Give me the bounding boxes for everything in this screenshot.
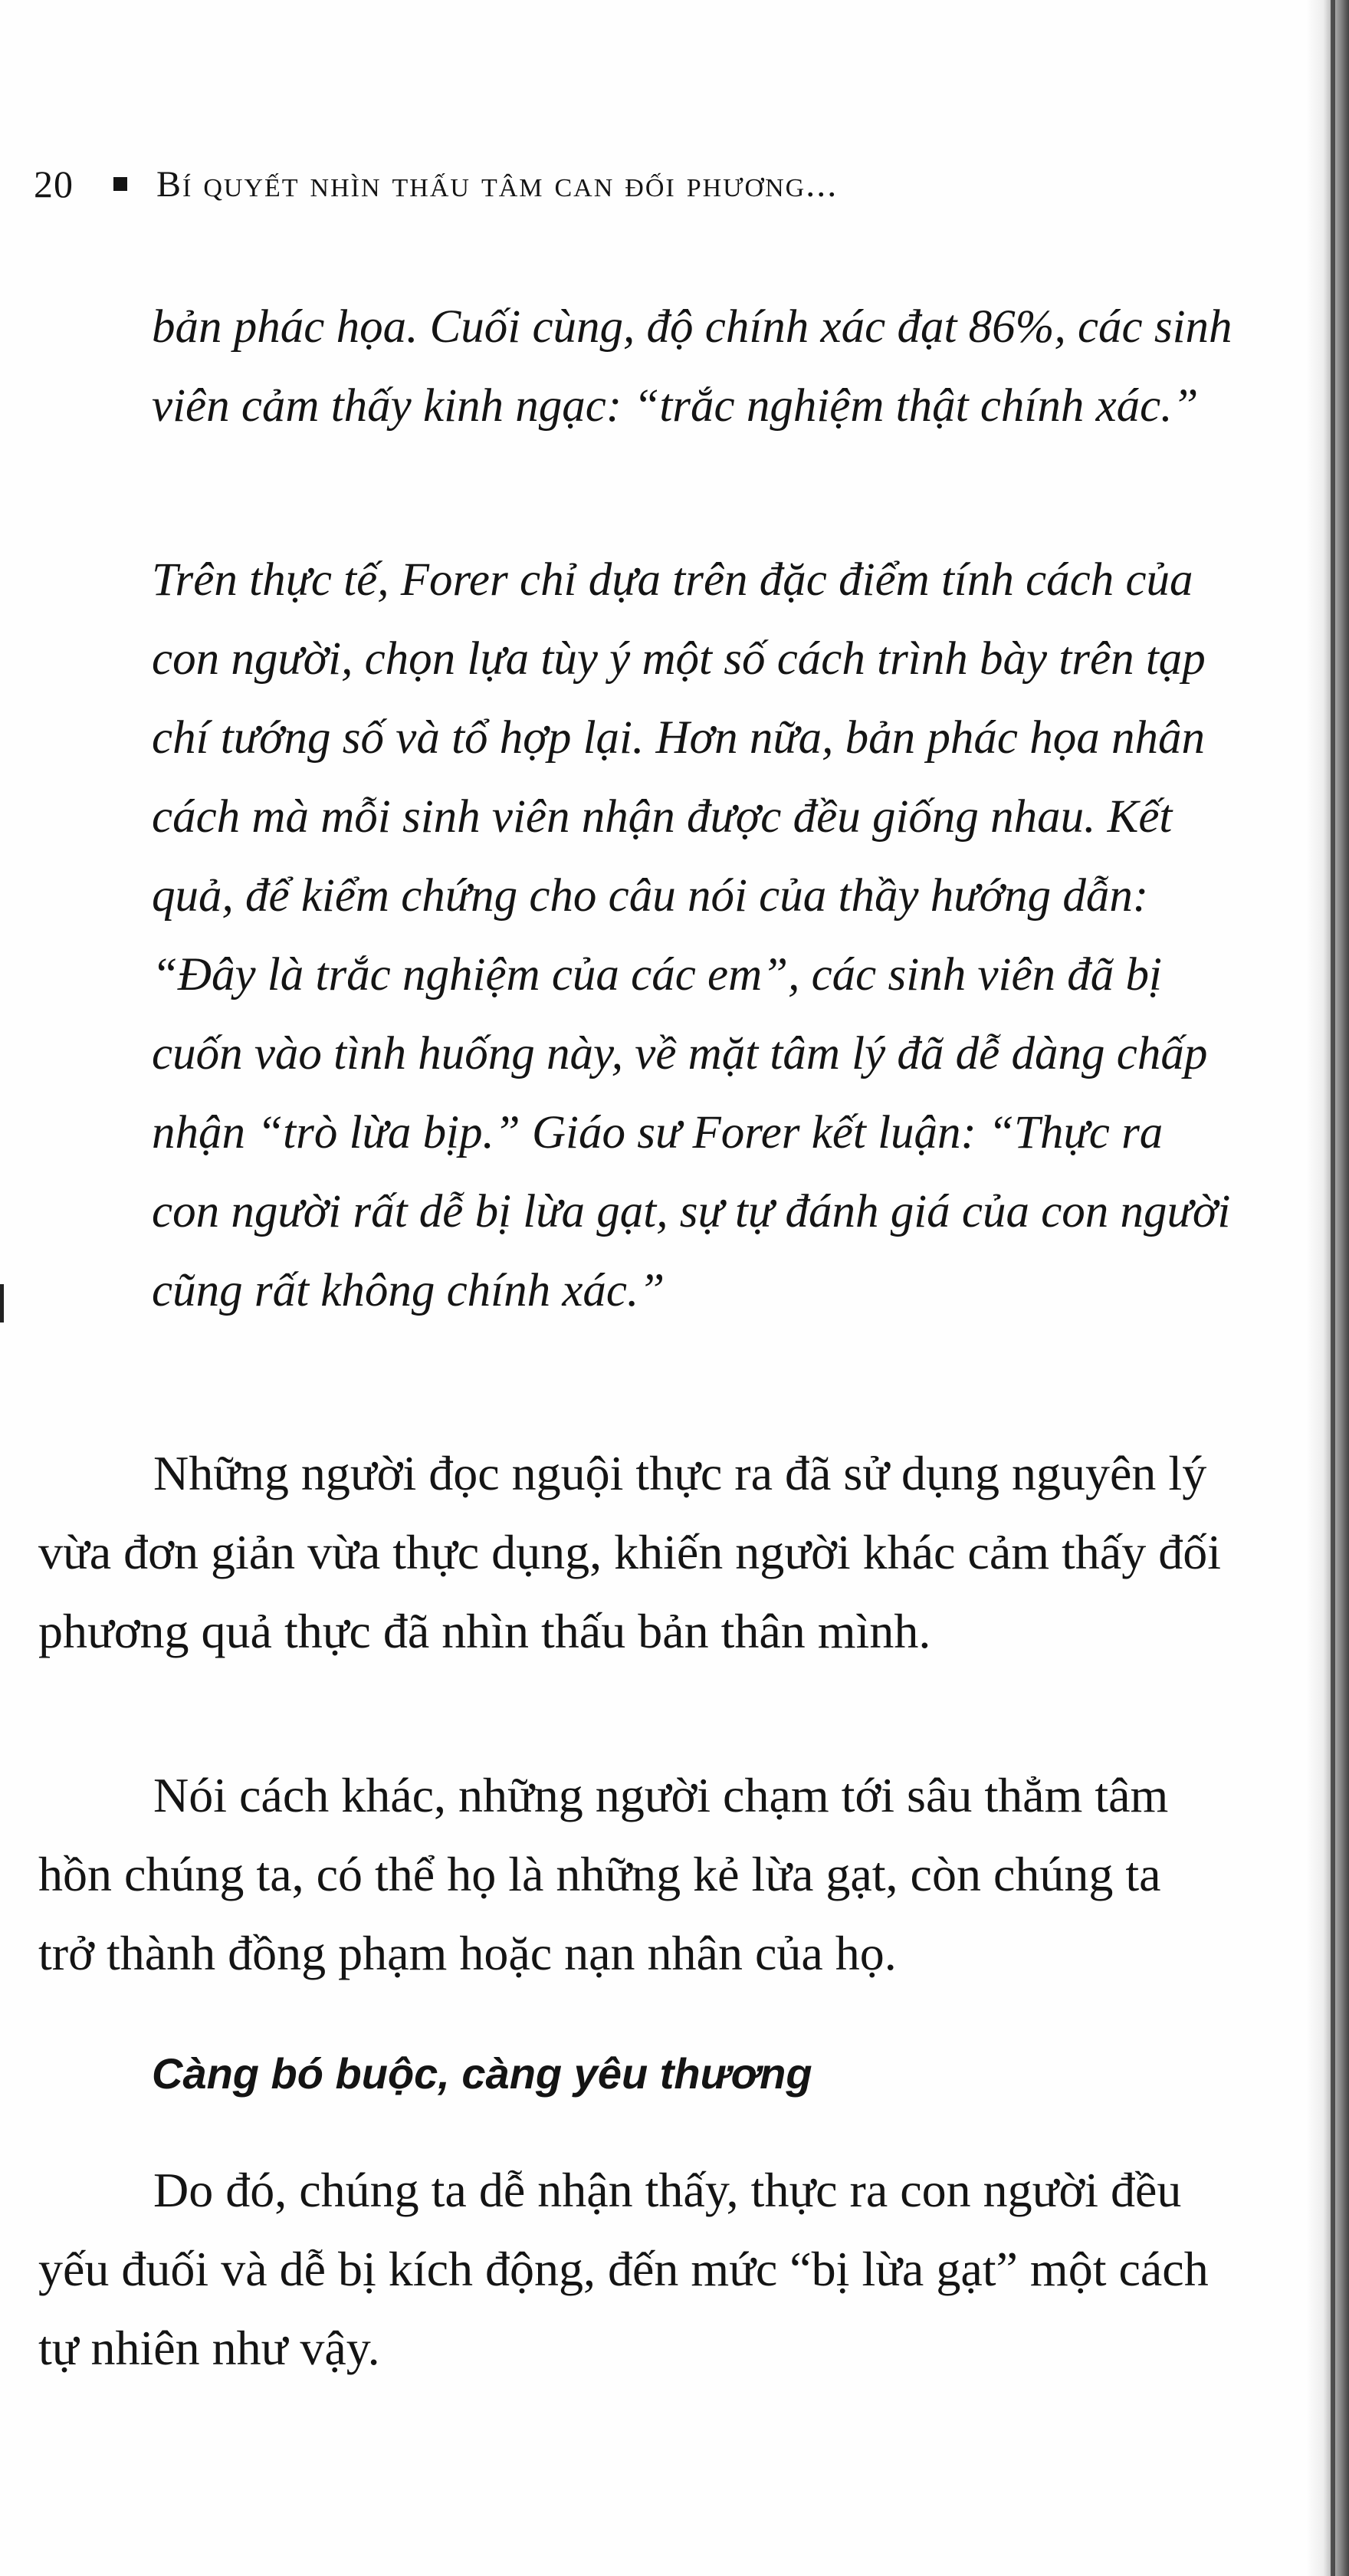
page-number: 20: [34, 163, 74, 205]
running-header: [34, 153, 838, 215]
page-edge-line: [1331, 0, 1335, 2576]
running-title: Bí quyết nhìn thấu tâm can đối phương...: [156, 163, 839, 205]
body-paragraph: Do đó, chúng ta dễ nhận thấy, thực ra con người đều yếu đuối và dễ bị kích động, đến mức “bị lừa gạt” một cách tự nhiên như vậy.: [38, 2163, 1209, 2375]
margin-mark: [0, 1284, 4, 1322]
page-edge-shadow: [1306, 0, 1349, 2576]
body-paragraph: Nói cách khác, những người chạm tới sâu thẳm tâm hồn chúng ta, có thể họ là những kẻ lừa gạt, còn chúng ta trở thành đồng phạm hoặc nạn nhân của họ.: [38, 1768, 1169, 1980]
square-bullet-icon: [113, 177, 127, 191]
quoted-paragraph: bản phác họa. Cuối cùng, độ chính xác đạt 86%, các sinh viên cảm thấy kinh ngạc: “trắc nghiệm thật chính xác.”: [152, 301, 1232, 432]
quoted-passage-part-2: [152, 540, 1240, 1330]
section-subheading: Càng bó buộc, càng yêu thương: [152, 2049, 812, 2098]
quoted-paragraph: Trên thực tế, Forer chỉ dựa trên đặc điểm tính cách của con người, chọn lựa tùy ý một số cách trình bày trên tạp chí tướng số và tổ hợp lại. Hơn nữa, bản phác họa nhân cách mà mỗi sinh viên nhận được đều giống nhau. Kết quả, để kiểm chứng cho câu nói của thầy hướng dẫn: “Đây là trắc nghiệm của các em”, các sinh viên đã bị cuốn vào tình huống này, về mặt tâm lý đã dễ dàng chấp nhận “trò lừa bịp.” Giáo sư Forer kết luận: “Thực ra con người rất dễ bị lừa gạt, sự tự đánh giá của con người cũng rất không chính xác.”: [152, 554, 1231, 1316]
body-paragraph: Những người đọc nguội thực ra đã sử dụng nguyên lý vừa đơn giản vừa thực dụng, khiến người khác cảm thấy đối phương quả thực đã nhìn thấu bản thân mình.: [38, 1446, 1221, 1658]
quoted-passage-part-1: [152, 288, 1240, 445]
